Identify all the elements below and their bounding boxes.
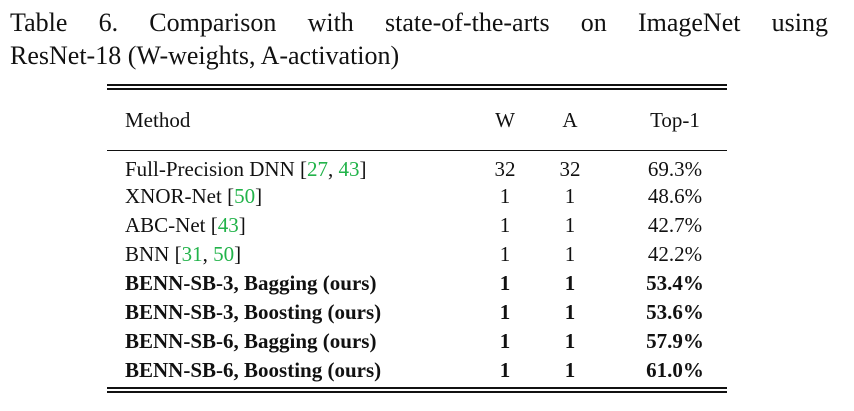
method-label: XNOR-Net [: [125, 184, 235, 208]
method-label: BENN-SB-3, Bagging (ours): [125, 271, 377, 295]
cell-top1: 53.6%: [646, 300, 704, 324]
header-method: Method: [125, 107, 191, 132]
cell-top1: 42.2%: [647, 242, 703, 266]
cell-w: 1: [499, 213, 511, 237]
cell-a: 1: [564, 358, 576, 382]
table-row: [107, 327, 745, 356]
citation-link[interactable]: 50: [234, 184, 256, 208]
cell-w: 1: [499, 300, 511, 324]
cell-a: 1: [564, 213, 576, 237]
citation-link[interactable]: 43: [217, 213, 239, 237]
citation-link[interactable]: 50: [213, 242, 235, 266]
header-w: W: [495, 107, 515, 132]
method-label: BENN-SB-6, Boosting (ours): [125, 358, 382, 382]
table-row: [107, 298, 745, 327]
cell-w: 1: [499, 271, 511, 295]
cell-method: [107, 356, 475, 385]
caption-line-1: Table 6. Comparison with state-of-the-arts on ImageNet using: [10, 8, 828, 37]
cell-a: 1: [564, 300, 576, 324]
comparison-table: [107, 84, 727, 393]
cell-top1: 57.9%: [646, 329, 704, 353]
cell-method: Full-Precision DNN [27, 43]: [125, 157, 367, 181]
cell-method: XNOR-Net [50]: [125, 184, 263, 208]
caption-line-2: ResNet-18 (W-weights, A-activation): [10, 41, 400, 70]
citation-link[interactable]: 31: [181, 242, 203, 266]
cell-method: BNN [31, 50]: [125, 242, 242, 266]
method-label: ABC-Net [: [125, 213, 218, 237]
header-a: A: [562, 107, 578, 132]
cell-w: 1: [499, 184, 511, 208]
cell-top1: 61.0%: [646, 358, 704, 382]
table-row: [107, 151, 745, 182]
cell-top1: 48.6%: [647, 184, 703, 208]
bottom-rule: [107, 387, 727, 389]
table-body: [107, 151, 745, 385]
cell-top1: 53.4%: [646, 271, 704, 295]
cell-a: 1: [564, 329, 576, 353]
cell-w: 1: [499, 242, 511, 266]
cell-w: 1: [499, 358, 511, 382]
cell-w: 32: [494, 157, 516, 181]
header-row: [107, 90, 745, 150]
method-label: BENN-SB-6, Bagging (ours): [125, 329, 377, 353]
cell-top1: 69.3%: [647, 157, 703, 181]
cell-a: 1: [564, 271, 576, 295]
table-caption: [10, 6, 828, 72]
cell-top1: 42.7%: [647, 213, 703, 237]
method-label: BENN-SB-3, Boosting (ours): [125, 300, 382, 324]
cell-a: 32: [559, 157, 581, 181]
method-label: BNN [: [125, 242, 182, 266]
cell-method: [107, 327, 475, 356]
citation-link[interactable]: 43: [338, 157, 360, 181]
header-top1: Top-1: [650, 107, 700, 132]
table-row: [107, 240, 745, 269]
cell-method: ABC-Net [43]: [125, 213, 246, 237]
citation-link[interactable]: 27: [307, 157, 328, 181]
table-row: [107, 182, 745, 211]
method-label: Full-Precision DNN [: [125, 157, 307, 181]
bottom-rule-second: [107, 391, 727, 393]
cell-a: 1: [564, 184, 576, 208]
cell-method: [107, 298, 475, 327]
top-rule: [107, 84, 727, 86]
table-row: [107, 269, 745, 298]
table-row: [107, 356, 745, 385]
table-row: [107, 211, 745, 240]
cell-method: [107, 269, 475, 298]
cell-a: 1: [564, 242, 576, 266]
cell-w: 1: [499, 329, 511, 353]
